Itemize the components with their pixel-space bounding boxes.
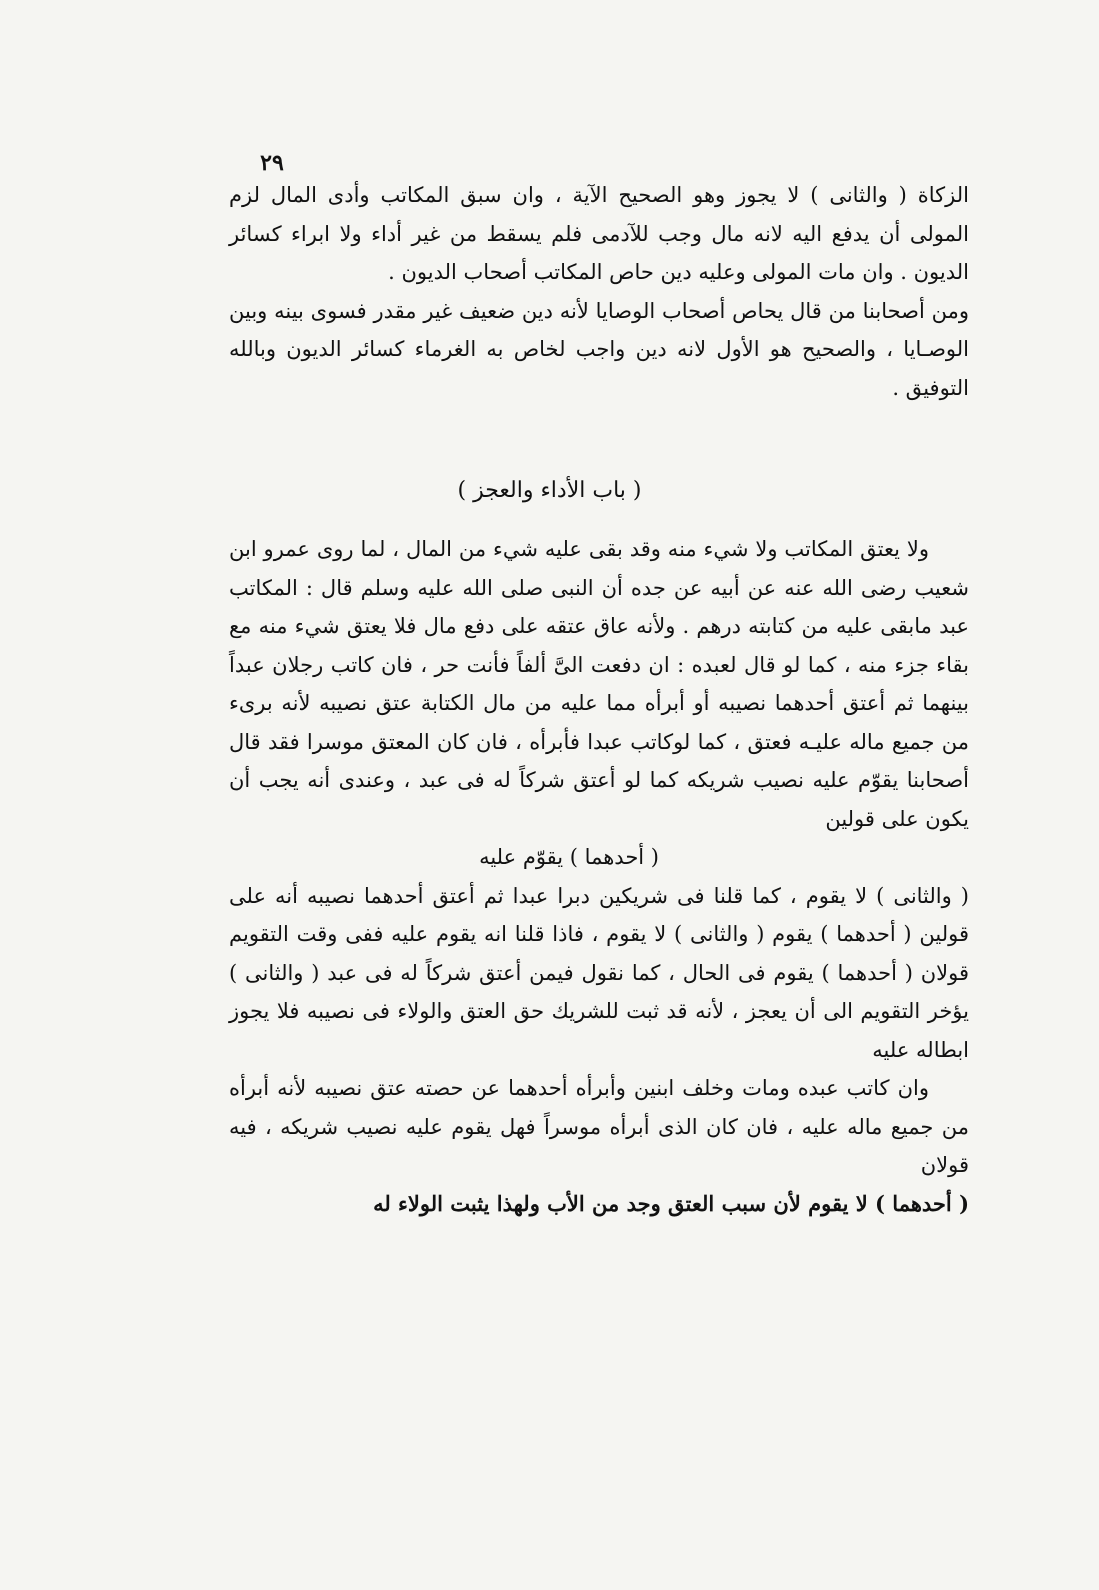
chapter-body xyxy=(229,530,969,1223)
paragraph-1: الزكاة ( والثانى ) لا يجوز وهو الصحيح الآية ، وان سبق المكاتب وأدى المال لزم المولى أن يدفع اليه لانه مال وجب للآدمى فلم يسقط من غير أداء ولا ابراء كسائر الديون . وان مات المولى وعليه دين حاص المكاتب أصحاب الديون . xyxy=(229,183,969,284)
paragraph-4: ( والثانى ) لا يقوم ، كما قلنا فى شريكين دبرا عبدا ثم أعتق أحدهما نصيبه أنه على قولين ( أحدهما ) يقوم ( والثانى ) لا يقوم ، فاذا قلنا انه يقوم عليه ففى وقت التقويم قولان ( أحدهما ) يقوم فى الحال ، كما نقول فيمن أعتق شركاً له فى عبد ( والثانى ) يؤخر التقويم الى أن يعجز ، لأنه قد ثبت للشريك حق العتق والولاء فى نصيبه فلا يجوز ابطاله عليه xyxy=(229,883,969,1062)
page-number: ٢٩ xyxy=(260,150,284,176)
opening-section xyxy=(229,176,969,407)
paragraph-3: ولا يعتق المكاتب ولا شيء منه وقد بقى عليه شيء من المال ، لما روى عمرو ابن شعيب رضى الله عنه عن أبيه عن جده أن النبى صلى الله عليه وسلم قال : المكاتب عبد مابقى عليه من كتابته درهم . ولأنه عاق عتقه على دفع مال فلا يعتق شيء منه مع بقاء جزء منه ، كما لو قال لعبده : ان دفعت الىَّ ألفاً فأنت حر ، فان كاتب رجلان عبداً بينهما ثم أعتق أحدهما نصيبه أو أبرأه مما عليه من مال الكتابة عتق نصيبه لأنه برىء من جميع ماله عليـه فعتق ، كما لوكاتب عبدا فأبرأه ، فان كان المعتق موسرا فقد قال أصحابنا يقوّم عليه نصيب شريكه كما لو أعتق شركاً له فى عبد ، وعندى أنه يجب أن يكون على قولين xyxy=(229,537,969,831)
paragraph-3-tail: ( أحدهما ) يقوّم عليه xyxy=(479,845,659,869)
paragraph-2: ومن أصحابنا من قال يحاص أصحاب الوصايا لأنه دين ضعيف غير مقدر فسوى بينه وبين الوصـايا ، والصحيح هو الأول لانه دين واجب لخاص به الغرماء كسائر الديون وبالله التوفيق . xyxy=(229,298,969,400)
chapter-heading: ( باب الأداء والعجز ) xyxy=(457,478,642,503)
paragraph-5: وان كاتب عبده ومات وخلف ابنين وأبرأه أحدهما عن حصته عتق نصيبه لأنه أبرأه من جميع ماله عليه ، فان كان الذى أبرأه موسراً فهل يقوم عليه نصيب شريكه ، فيه قولان xyxy=(229,1076,969,1177)
paragraph-6: ( أحدهما ) لا يقوم لأن سبب العتق وجد من الأب ولهذا يثبت الولاء له xyxy=(373,1190,969,1216)
